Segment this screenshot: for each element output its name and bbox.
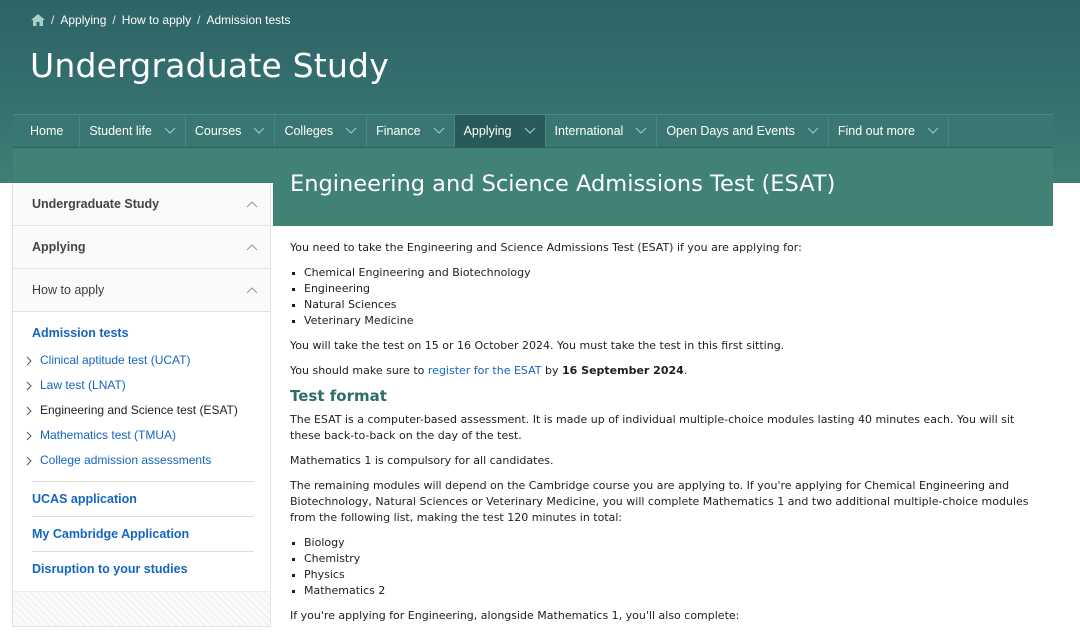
register-mid: by	[541, 364, 563, 377]
chevron-down-icon	[433, 127, 445, 135]
nav-item-label: Open Days and Events	[666, 124, 795, 138]
sidebar-link-disruption[interactable]: Disruption to your studies	[32, 551, 254, 586]
nav-item-label: Finance	[376, 124, 421, 138]
chevron-right-icon	[26, 356, 32, 366]
test-dates-text: You will take the test on 15 or 16 October 2024. You must take the test in this first sitting.	[290, 339, 785, 352]
sidebar-link-my-cambridge-application[interactable]: My Cambridge Application	[32, 516, 254, 551]
sidebar-item-ucat[interactable]	[26, 348, 270, 373]
register-post: .	[683, 364, 688, 377]
list-item: Chemical Engineering and Biotechnology	[304, 265, 1040, 281]
list-item: Biology	[304, 535, 1040, 551]
sidebar-item-lnat[interactable]	[26, 373, 270, 398]
nav-item-label: Colleges	[284, 124, 334, 138]
list-item: Physics	[304, 567, 1040, 583]
format-paragraph: The ESAT is a computer-based assessment. It is made up of individual multiple-choice modules lasting 40 minutes each. You will sit these back-to-back on the day of the test.	[290, 413, 1015, 442]
list-item: Engineering	[304, 281, 1040, 297]
sidebar-sub-list	[13, 348, 270, 473]
nav-item-label: Home	[30, 124, 64, 138]
nav-item-colleges[interactable]	[275, 115, 367, 147]
nav-item-finance[interactable]	[367, 115, 454, 147]
sidebar-level-undergraduate-study[interactable]	[13, 183, 270, 226]
sidebar-item-label: Law test (LNAT)	[40, 378, 126, 392]
breadcrumb	[31, 12, 290, 28]
nav-item-applying[interactable]	[455, 115, 546, 147]
nav-item-international[interactable]	[546, 115, 658, 147]
chevron-right-icon	[26, 406, 32, 416]
chevron-right-icon	[26, 431, 32, 441]
register-deadline: 16 September 2024	[562, 364, 684, 377]
nav-item-label: Applying	[463, 124, 512, 138]
test-format-heading: Test format	[290, 387, 387, 405]
sidebar-link-ucas[interactable]: UCAS application	[32, 481, 254, 516]
main-nav	[13, 114, 1053, 148]
main-content	[290, 240, 1040, 633]
chevron-down-icon	[807, 127, 819, 135]
chevron-down-icon	[524, 127, 536, 135]
chevron-up-icon	[246, 286, 258, 294]
register-pre: You should make sure to	[290, 364, 428, 377]
nav-item-find-out-more[interactable]	[829, 115, 949, 147]
sidebar-item-label: College admission assessments	[40, 453, 212, 467]
course-list	[290, 265, 1040, 329]
sidebar-level-label: Applying	[32, 240, 86, 254]
sidebar-item-label: Mathematics test (TMUA)	[40, 428, 177, 442]
sidebar-section-admission-tests[interactable]: Admission tests	[32, 326, 129, 340]
register-esat-link[interactable]: register for the ESAT	[427, 364, 542, 377]
sidebar-item-esat[interactable]	[26, 398, 270, 423]
nav-item-home[interactable]	[13, 115, 80, 147]
home-icon[interactable]	[31, 14, 45, 26]
nav-item-label: Find out more	[837, 124, 915, 138]
breadcrumb-applying[interactable]: Applying	[60, 13, 107, 27]
module-list	[290, 535, 1040, 599]
intro-text: You need to take the Engineering and Science Admissions Test (ESAT) if you are applying for:	[290, 241, 802, 254]
breadcrumb-separator: /	[197, 13, 201, 27]
breadcrumb-separator: /	[51, 13, 55, 27]
format-paragraph: Mathematics 1 is compulsory for all candidates.	[290, 454, 554, 467]
nav-item-open-days[interactable]	[657, 115, 829, 147]
nav-item-label: Student life	[89, 124, 152, 138]
breadcrumb-separator: /	[112, 13, 116, 27]
sidebar-footer-pattern	[13, 591, 270, 626]
chevron-right-icon	[26, 381, 32, 391]
chevron-down-icon	[635, 127, 647, 135]
sidebar-item-label: Clinical aptitude test (UCAT)	[40, 353, 191, 367]
chevron-down-icon	[164, 127, 176, 135]
list-item: Natural Sciences	[304, 297, 1040, 313]
chevron-up-icon	[246, 243, 258, 251]
site-title[interactable]: Undergraduate Study	[30, 46, 389, 85]
chevron-down-icon	[927, 127, 939, 135]
format-paragraph: If you're applying for Engineering, alongside Mathematics 1, you'll also complete:	[290, 609, 740, 622]
nav-item-courses[interactable]	[186, 115, 276, 147]
list-item: Veterinary Medicine	[304, 313, 1040, 329]
nav-item-label: International	[554, 124, 624, 138]
format-paragraph: The remaining modules will depend on the Cambridge course you are applying to. If you're applying for Chemical Engineering and Biotechnology, Natural Sciences or Veterinary Medicine, you will complete Mathematics 1 and two additional multiple-choice modules from the following list, making the test 120 minutes in total:	[290, 479, 1029, 524]
chevron-right-icon	[26, 456, 32, 466]
sidebar-item-tmua[interactable]	[26, 423, 270, 448]
sidebar-level-how-to-apply[interactable]	[13, 269, 270, 312]
sidebar-level-label: Undergraduate Study	[32, 197, 160, 211]
sidebar-level-applying[interactable]	[13, 226, 270, 269]
breadcrumb-admission-tests[interactable]: Admission tests	[206, 13, 291, 27]
register-text	[290, 363, 1040, 379]
nav-item-label: Courses	[194, 124, 242, 138]
list-item: Mathematics 2	[304, 583, 1040, 599]
sidebar-item-college-assessments[interactable]	[26, 448, 270, 473]
chevron-up-icon	[246, 200, 258, 208]
sidebar-nav	[12, 183, 271, 627]
breadcrumb-how-to-apply[interactable]: How to apply	[121, 13, 192, 27]
page-title: Engineering and Science Admissions Test (ESAT)	[290, 171, 836, 197]
list-item: Chemistry	[304, 551, 1040, 567]
nav-item-student-life[interactable]	[80, 115, 186, 147]
sidebar-level-label: How to apply	[32, 283, 105, 297]
chevron-down-icon	[345, 127, 357, 135]
sidebar-item-label: Engineering and Science test (ESAT)	[40, 403, 238, 417]
chevron-down-icon	[253, 127, 265, 135]
